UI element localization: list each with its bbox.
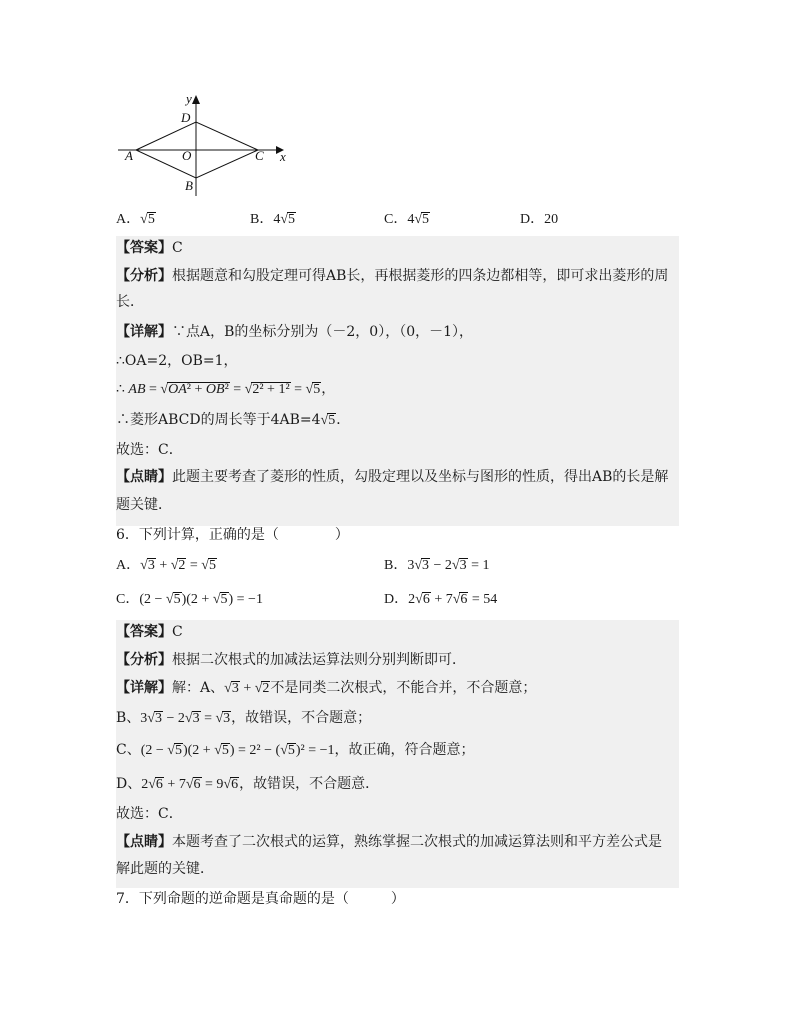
q5-option-c: C．4√5 [384,212,430,227]
q6-answer: 【答案】C [116,624,183,640]
q6-detail-b: B、3√3 − 2√3 = √3，故错误，不合题意； [116,710,372,726]
q6-detail-d: D、2√6 + 7√6 = 9√6，故错误，不合题意． [116,776,380,792]
q6-conclusion: 故选：C． [116,806,183,822]
q6-stem: 6．下列计算，正确的是（ ） [116,527,349,543]
q6-detail-a: 【详解】解：A、√3 + √2不是同类二次根式，不能合并，不合题意； [116,680,537,696]
q5-detail-line-2: ∴OA=2，OB=1， [116,353,238,369]
q6-comment-line-1: 【点睛】本题考查了二次根式的运算，熟练掌握二次根式的加减运算法则和平方差公式是 [116,834,662,850]
label-y: y [186,92,192,106]
q5-detail-line-3: ∴ AB = √OA² + OB² = √2² + 1² = √5， [116,382,336,397]
label-d: D [181,110,191,125]
q6-detail-c: C、(2 − √5)(2 + √5) = 2² − (√5)² = −1，故正确，符合题意； [116,742,475,758]
rhombus-diagram [118,92,288,196]
q5-conclusion: 故选：C． [116,442,183,458]
q6-option-c: C．(2 − √5)(2 + √5) = −1 [116,592,263,607]
label-c: C [255,148,264,163]
y-axis-arrow [192,95,200,104]
q6-comment-line-2: 解此题的关键． [116,861,214,877]
q5-option-d: D．20 [520,212,559,227]
q6-option-b: B．3√3 − 2√3 = 1 [384,558,490,573]
label-x: x [280,149,286,164]
q6-analysis: 【分析】根据二次根式的加减法运算法则分别判断即可． [116,652,466,668]
q6-option-d: D．2√6 + 7√6 = 54 [384,592,498,607]
q5-detail-line-1: 【详解】∵点A，B的坐标分别为（－2，0），（0，－1）， [116,324,474,340]
q5-detail-line-4: ∴菱形ABCD的周长等于4AB=4√5． [116,412,351,428]
label-b: B [185,178,193,193]
label-a: A [125,148,133,163]
rhombus-figure [118,92,288,196]
q5-option-b: B．4√5 [250,212,296,227]
q5-analysis-line-1: 【分析】根据题意和勾股定理可得AB长，再根据菱形的四条边都相等，即可求出菱形的周 [116,268,669,284]
q6-option-a: A．√3 + √2 = √5 [116,558,216,573]
q5-comment-line-2: 题关键． [116,497,172,513]
q5-option-a: A．√5 [116,212,155,227]
q7-stem: 7．下列命题的逆命题是真命题的是（ ） [116,891,405,907]
q5-analysis-line-2: 长． [116,294,144,310]
q5-answer: 【答案】C [116,240,183,256]
q5-comment-line-1: 【点睛】此题主要考查了菱形的性质，勾股定理以及坐标与图形的性质，得出AB的长是解 [116,469,669,485]
label-o: O [182,148,192,163]
